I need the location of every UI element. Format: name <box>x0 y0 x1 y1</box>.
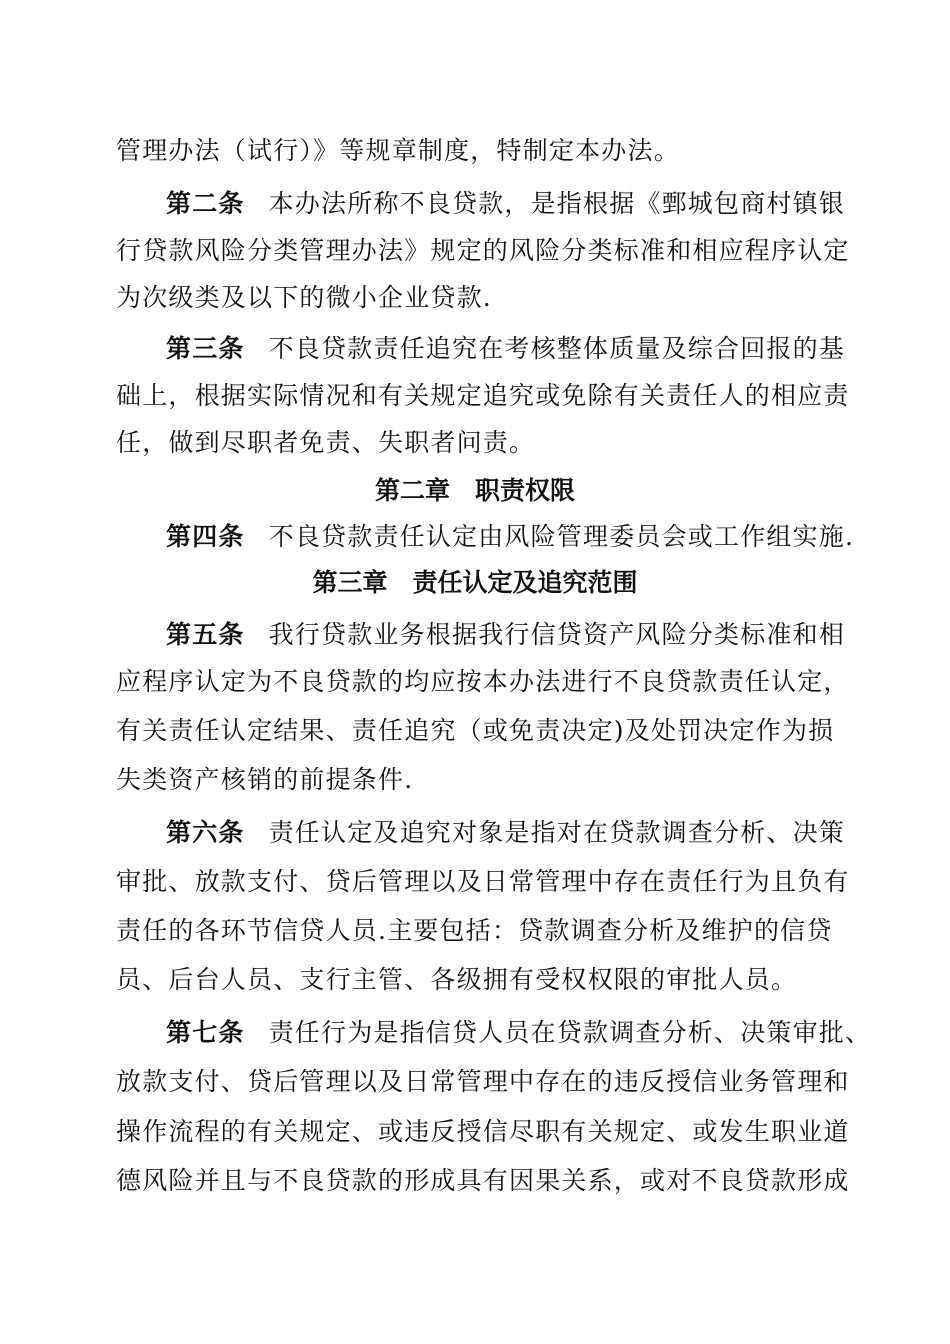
paragraph-line: 德风险并且与不良贷款的形成具有因果关系，或对不良贷款形成 <box>116 1166 850 1195</box>
paragraph-line: 放款支付、贷后管理以及日常管理中存在的违反授信业务管理和 <box>116 1067 850 1096</box>
paragraph-text: 不良贷款责任追究在考核整体质量及综合回报的基 <box>268 334 846 363</box>
paragraph-line: 失类资产核销的前提条件. <box>116 765 414 794</box>
chapter-heading: 第三章 责任认定及追究范围 <box>312 568 638 597</box>
article-number: 第三条 <box>166 334 245 363</box>
article-number: 第六条 <box>166 818 245 847</box>
article-7-line <box>166 1018 871 1048</box>
paragraph-text: 不良贷款责任认定由风险管理委员会或工作组实施. <box>268 522 855 551</box>
paragraph-line: 础上，根据实际情况和有关规定追究或免除有关责任人的相应责 <box>116 381 850 410</box>
article-6-line <box>166 818 845 848</box>
article-number: 第二条 <box>166 189 245 218</box>
paragraph-line: 责任的各环节信贷人员.主要包括：贷款调查分析及维护的信贷 <box>116 916 833 945</box>
paragraph-line: 操作流程的有关规定、或违反授信尽职有关规定、或发生职业道 <box>116 1117 850 1146</box>
article-3-line <box>166 334 845 364</box>
paragraph-line: 有关责任认定结果、责任追究（或免责决定)及处罚决定作为损 <box>116 716 835 745</box>
paragraph-text: 本办法所称不良贷款，是指根据《鄄城包商村镇银 <box>268 189 846 218</box>
chapter-heading: 第二章 职责权限 <box>374 476 575 505</box>
article-number: 第五条 <box>166 620 245 649</box>
paragraph-line: 应程序认定为不良贷款的均应按本办法进行不良贷款责任认定， <box>116 667 850 696</box>
article-5-line <box>166 620 845 650</box>
article-4-line <box>166 522 854 552</box>
paragraph-line: 管理办法（试行）》等规章制度，特制定本办法。 <box>116 136 680 165</box>
paragraph-text: 责任认定及追究对象是指对在贷款调查分析、决策 <box>268 818 846 847</box>
paragraph-text: 责任行为是指信贷人员在贷款调查分析、决策审批、 <box>268 1018 872 1047</box>
paragraph-line: 审批、放款支付、贷后管理以及日常管理中存在责任行为且负有 <box>116 867 850 896</box>
paragraph-line: 行贷款风险分类管理办法》规定的风险分类标准和相应程序认定 <box>116 236 850 265</box>
paragraph-line: 员、后台人员、支行主管、各级拥有受权权限的审批人员。 <box>116 965 798 994</box>
article-number: 第四条 <box>166 522 245 551</box>
paragraph-text: 我行贷款业务根据我行信贷资产风险分类标准和相 <box>268 620 846 649</box>
paragraph-line: 为次级类及以下的微小企业贷款. <box>116 283 492 312</box>
paragraph-line: 任，做到尽职者免责、失职者问责。 <box>116 428 536 457</box>
article-number: 第七条 <box>166 1018 245 1047</box>
article-2-line <box>166 189 845 219</box>
